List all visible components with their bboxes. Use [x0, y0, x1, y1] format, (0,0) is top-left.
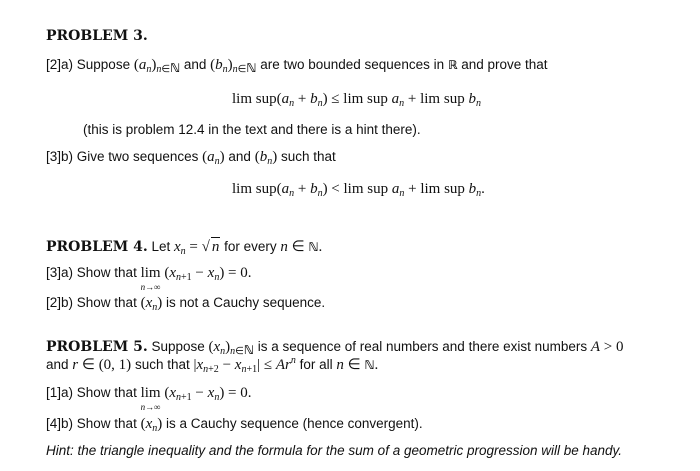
problem-5-hint: Hint: the triangle inequality and the formula for the sum of a geometric progression will be handy. — [46, 443, 623, 458]
problem-3a: [2]a) Suppose $(a_n)_{n\in ℕ}$ and $(b_n)_{n\in ℕ}$ are two bounded sequences in ℝ and prove that — [46, 57, 548, 75]
problem-4b-tag: [2]b) — [46, 295, 74, 310]
problem-5-title: PROBLEM 5. — [46, 339, 148, 355]
problem-3b: [3]b) Give two sequences $(a_n)$ and $(b_n)$ such that — [46, 149, 336, 167]
problem-4-intro: PROBLEM 4. Let $x_n$ = √ n for every n ∈ ℕ. — [46, 239, 323, 257]
problem-5a: [1]a) Show that lim n→∞ $(x_{n+1} - x_n) = 0$. — [46, 385, 252, 412]
problem-5-intro-1: PROBLEM 5. Suppose $(x_n)_{n\in ℕ}$ is a sequence of real numbers and there exist numbers A > 0 — [46, 339, 624, 357]
problem-5-intro-2: and r ∈ (0, 1) such that $|x_{n+2} - x_{n+1}| \le Ar^n$ for all n ∈ ℕ. — [46, 355, 379, 375]
problem-3a-note: (this is problem 12.4 in the text and there is a hint there). — [83, 122, 421, 137]
problem-4a-tag: [3]a) — [46, 265, 74, 280]
problem-5b: [4]b) Show that $(x_n)$ is a Cauchy sequence (hence convergent). — [46, 416, 423, 434]
problem-4a: [3]a) Show that lim n→∞ $(x_{n+1} - x_n) = 0$. — [46, 265, 252, 292]
problem-5b-tag: [4]b) — [46, 416, 74, 431]
problem-4-title: PROBLEM 4. — [46, 239, 148, 255]
problem-4b: [2]b) Show that $(x_n)$ is not a Cauchy sequence. — [46, 295, 326, 313]
problem-3b-tag: [3]b) — [46, 149, 74, 164]
problem-3a-formula: $\lim sup(a_n + b_n) \le \lim$ sup $a_n + \lim$ sup $b_n$ — [232, 91, 481, 109]
problem-3-title: PROBLEM 3. — [46, 28, 148, 44]
problem-5a-tag: [1]a) — [46, 385, 74, 400]
problem-3a-tag: [2]a) — [46, 57, 74, 72]
problem-3b-formula: $\lim sup(a_n + b_n) < \lim$ sup $a_n + \lim$ sup $b_n$. — [232, 181, 485, 199]
